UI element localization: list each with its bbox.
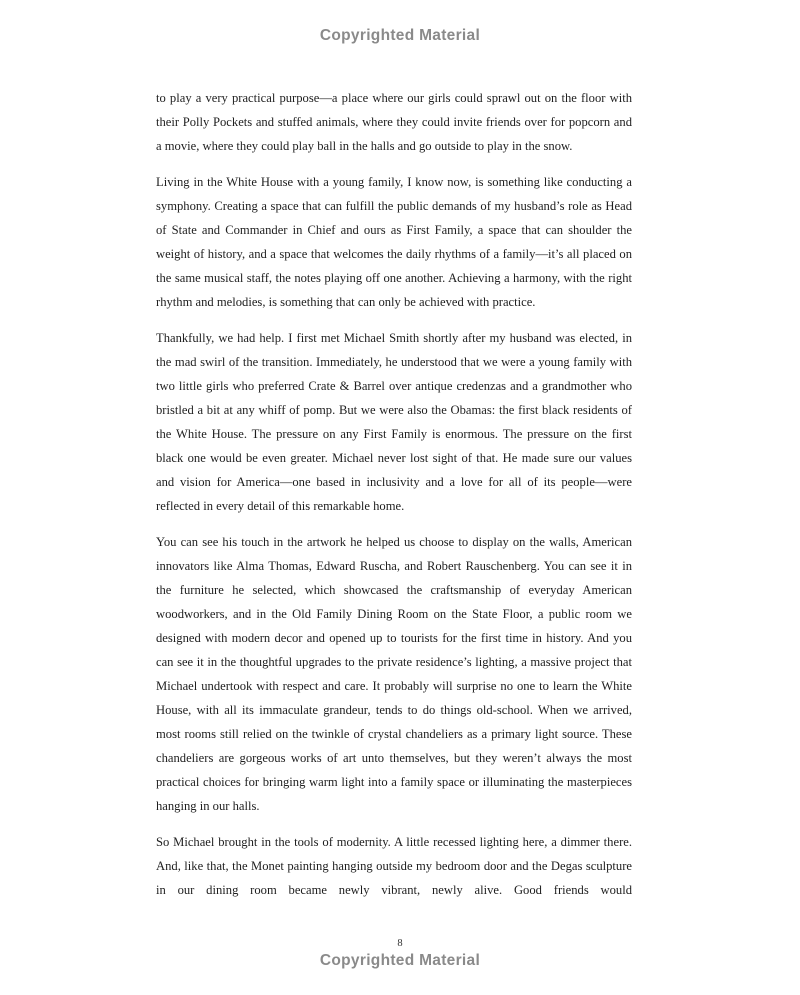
paragraph-3: Thankfully, we had help. I first met Michael Smith shortly after my husband was elected, in the mad swirl of the transition. Immediately, he understood that we were a young family with two little girls who preferred Crate & Barrel over antique credenzas and a grandmother who bristled a bit at any whiff of pomp. But we were also the Obamas: the first black residents of the White House. The pressure on any First Family is enormous. The pressure on the first black one would be even greater. Michael never lost sight of that. He made sure our values and vision for America—one based in inclusivity and a love for all of its people—were reflected in every detail of this remarkable home.	[156, 331, 632, 513]
paragraph-2: Living in the White House with a young family, I know now, is something like conducting a symphony. Creating a space that can fulfill the public demands of my husband’s role as Head of State and Commander in Chief and ours as First Family, a space that can shoulder the weight of history, and a space that welcomes the daily rhythms of a family—it’s all placed on the same musical staff, the notes playing off one another. Achieving a harmony, with the right rhythm and melodies, is something that can only be achieved with practice.	[156, 175, 632, 309]
paragraph-5: So Michael brought in the tools of modernity. A little recessed lighting here, a dimmer there. And, like that, the Monet painting hanging outside my bedroom door and the Degas sculpture in our dining room became newly vibrant, newly alive. Good friends would	[156, 835, 632, 897]
page-number: 8	[397, 938, 403, 949]
copyright-watermark-top: Copyrighted Material	[319, 27, 481, 44]
paragraph-4: You can see his touch in the artwork he helped us choose to display on the walls, American innovators like Alma Thomas, Edward Ruscha, and Robert Rauschenberg. You can see it in the furniture he selected, which showcased the craftsmanship of everyday American woodworkers, and in the Old Family Dining Room on the State Floor, a public room we designed with modern decor and opened up to tourists for the first time in history. And you can see it in the thoughtful upgrades to the private residence’s lighting, a massive project that Michael undertook with respect and care. It probably will surprise no one to learn the White House, with all its immaculate grandeur, tends to do things old-school. When we arrived, most rooms still relied on the twinkle of crystal chandeliers as a primary light source. These chandeliers are gorgeous works of art unto themselves, but they weren’t always the most practical choices for bringing warm light into a family space or illuminating the masterpieces hanging in our halls.	[156, 535, 632, 813]
paragraph-1: to play a very practical purpose—a place where our girls could sprawl out on the floor with their Polly Pockets and stuffed animals, where they could invite friends over for popcorn and a movie, where they could play ball in the halls and go outside to play in the snow.	[156, 91, 632, 153]
page-body-text	[156, 86, 632, 914]
copyright-watermark-bottom: Copyrighted Material	[319, 952, 481, 969]
